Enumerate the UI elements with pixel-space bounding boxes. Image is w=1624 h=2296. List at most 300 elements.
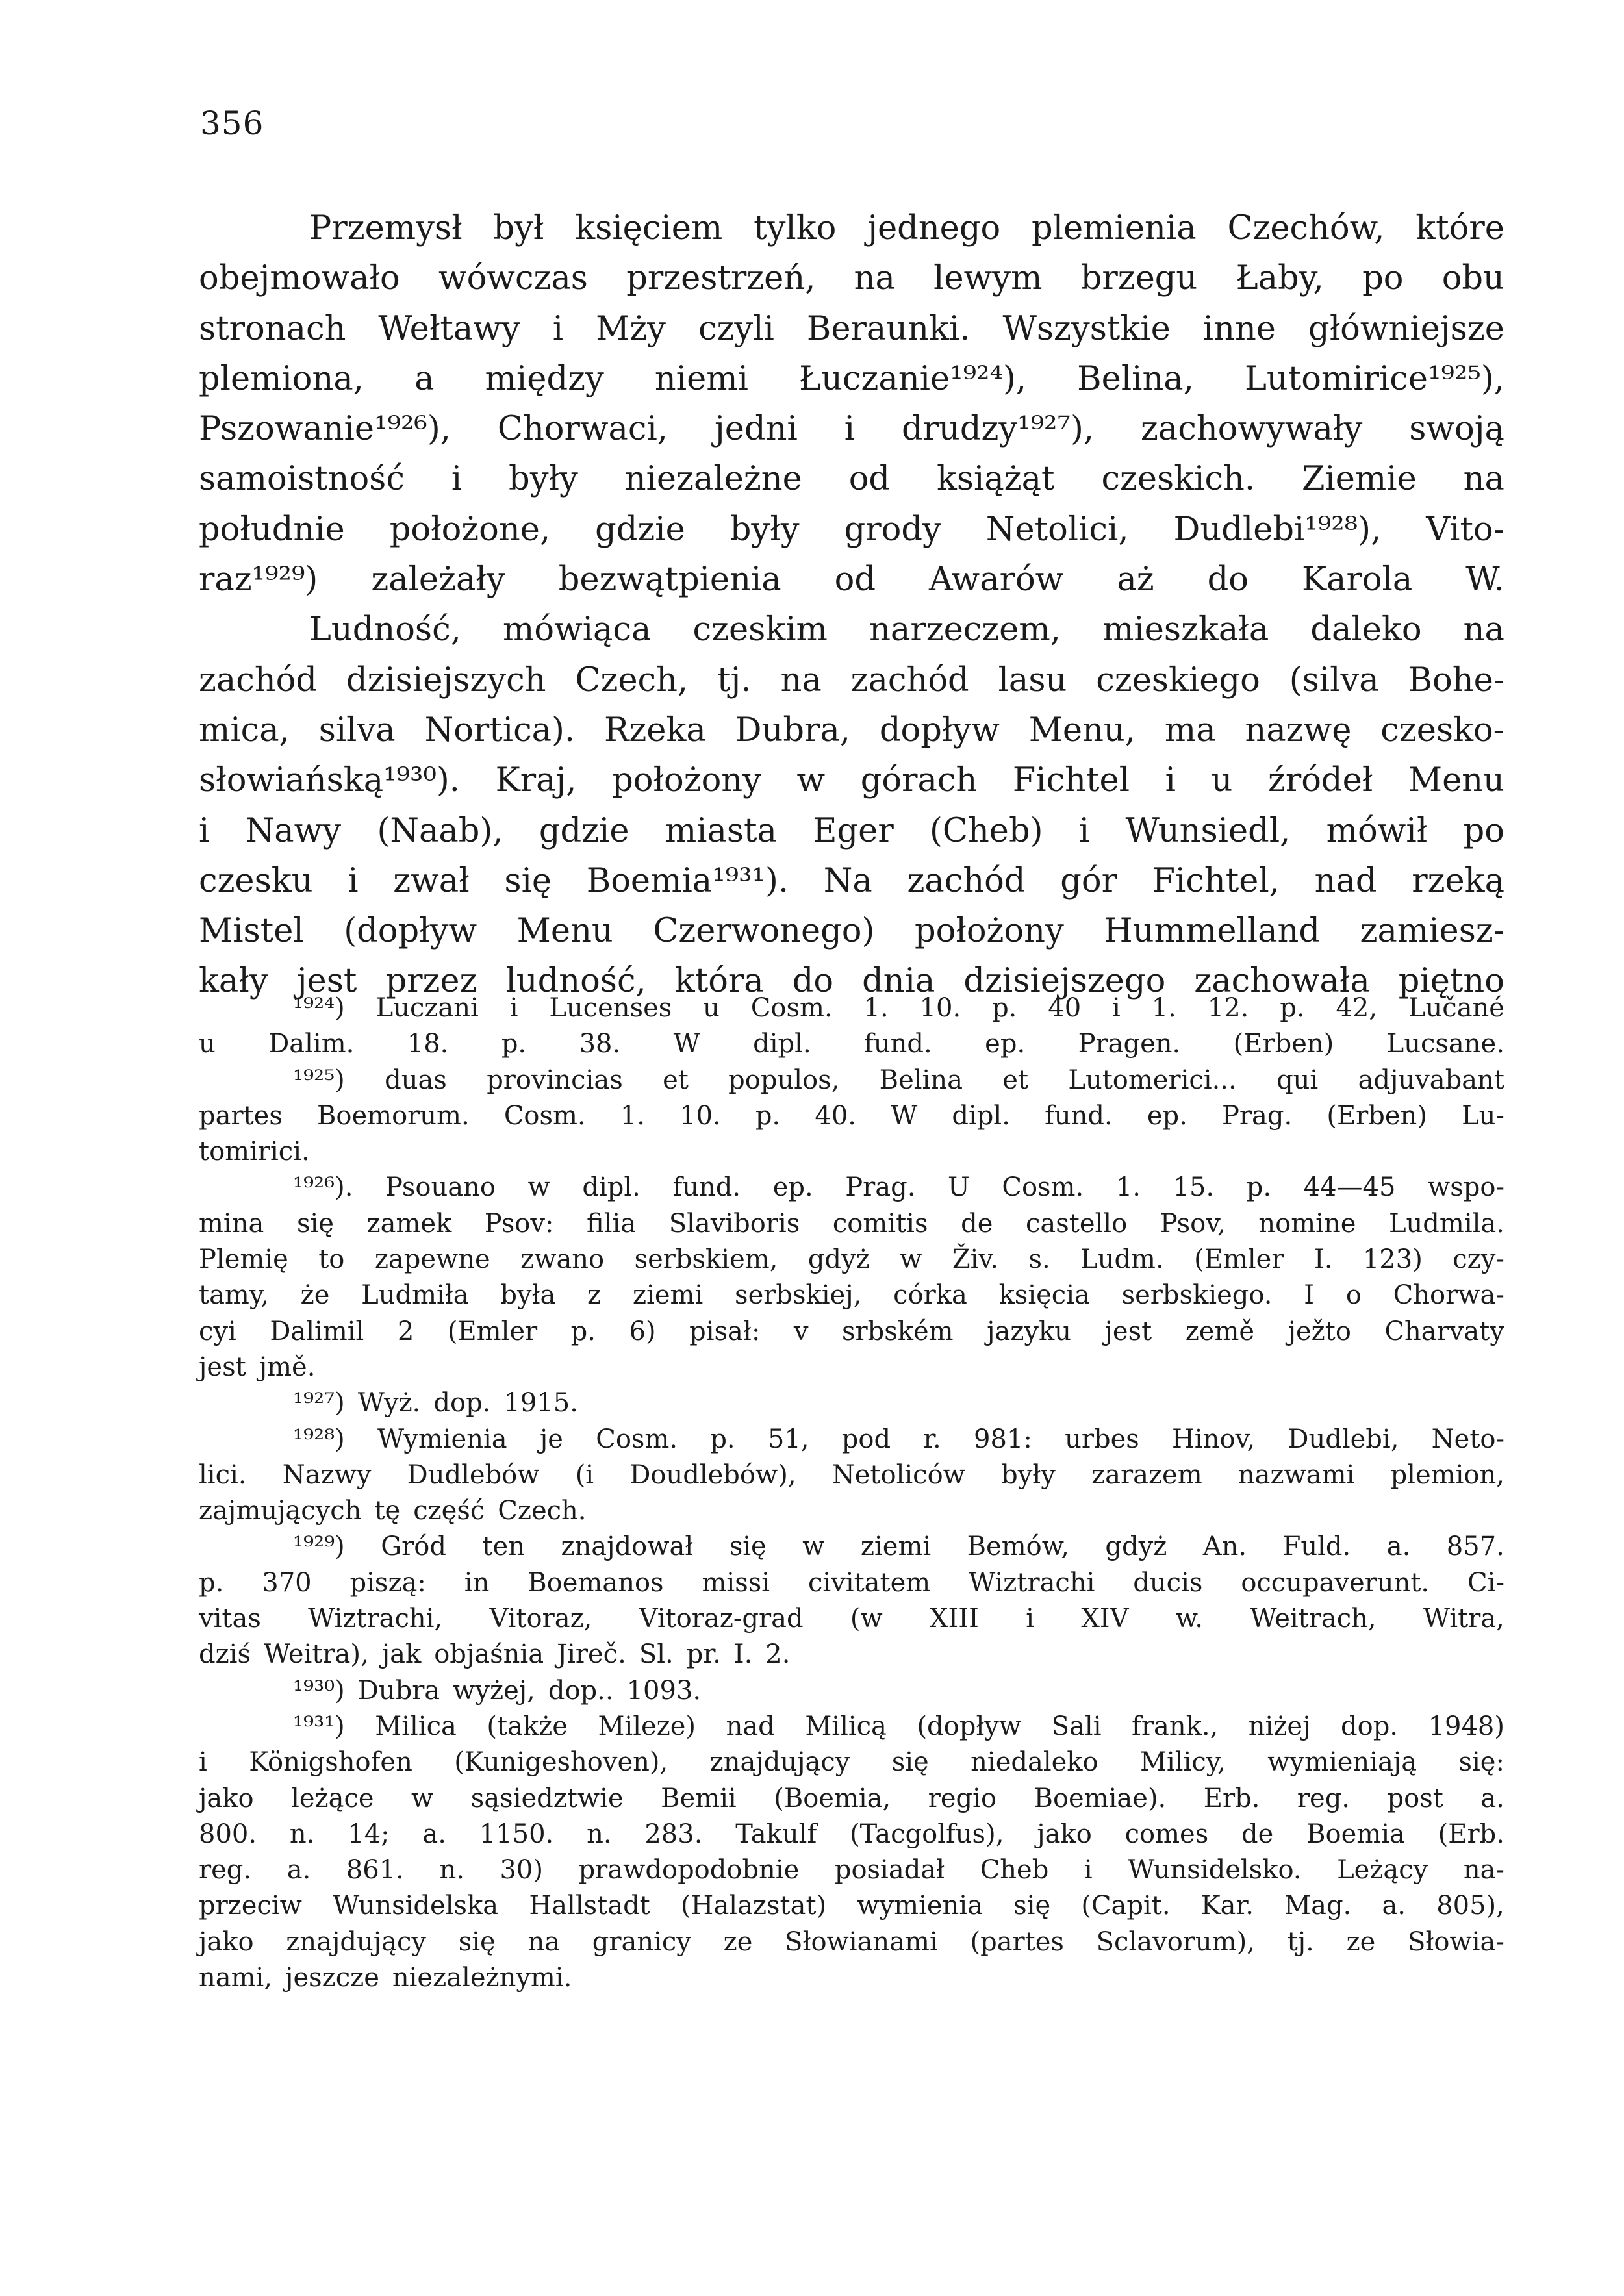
footnote-word: ¹⁹²⁸) <box>293 1424 345 1454</box>
main-word: która <box>674 962 764 1001</box>
footnote-word: Prag. <box>1222 1100 1293 1131</box>
main-word: a <box>414 359 435 398</box>
main-word: mica, <box>199 711 290 750</box>
footnote-word: Lucsane. <box>1386 1029 1504 1059</box>
footnote-word: Cosm. <box>596 1424 678 1454</box>
footnote-word: pisał: <box>689 1316 761 1346</box>
page-number: 356 <box>200 105 264 142</box>
main-word: daleko <box>1310 611 1422 650</box>
footnote-word: Sclavorum), <box>1096 1926 1255 1957</box>
footnote-word: je <box>539 1424 563 1454</box>
footnote-word: jest <box>199 1352 246 1382</box>
footnote-word: wyżej, <box>453 1675 535 1706</box>
main-word: czyli <box>698 309 774 348</box>
main-word: przestrzeń, <box>626 259 816 298</box>
main-word: Menu <box>1408 761 1504 800</box>
footnote-word: fund. <box>1045 1100 1113 1131</box>
main-word: bezwątpienia <box>558 561 781 599</box>
main-word: gdzie <box>539 811 629 850</box>
main-word: Nawy <box>245 811 342 850</box>
footnote-word: (w <box>850 1604 883 1634</box>
footnote-word: Cosm. <box>503 1100 586 1131</box>
footnote-word: Lutomerici... <box>1068 1065 1237 1095</box>
footnote-word: 123) <box>1362 1244 1423 1275</box>
footnote-word: p. <box>992 993 1017 1023</box>
footnote-word: niżej <box>1248 1711 1311 1741</box>
footnote-word: XIII <box>930 1604 979 1634</box>
footnote-word: i <box>509 993 518 1023</box>
main-word: gdzie <box>595 510 685 549</box>
footnote-word: Leżący <box>1337 1855 1428 1886</box>
main-word: położony <box>612 761 761 800</box>
main-line <box>199 404 1504 454</box>
footnote-word: ze <box>1346 1926 1376 1957</box>
footnote-word: nad <box>726 1711 775 1741</box>
footnote-word: castello <box>1025 1208 1128 1239</box>
main-word: zachowywały <box>1141 410 1363 449</box>
footnote-word: 2 <box>397 1316 414 1346</box>
main-word: Przemysł <box>309 209 463 247</box>
footnote-word: i <box>1026 1604 1035 1634</box>
main-word: tj. <box>717 661 752 700</box>
footnote-word: Königshofen <box>249 1747 412 1778</box>
footnote-word: Jireč. <box>557 1639 626 1670</box>
footnote-word: się <box>458 1926 496 1957</box>
footnote-word: post <box>1387 1783 1443 1813</box>
main-word: Hummelland <box>1104 912 1321 951</box>
footnote-word: de <box>961 1208 993 1239</box>
main-word: zamiesz- <box>1360 912 1504 951</box>
main-word: piętno <box>1398 962 1504 1001</box>
main-word: obu <box>1441 259 1504 298</box>
footnote-word: znajdował <box>561 1532 694 1562</box>
main-word: gór <box>1060 861 1117 900</box>
footnote-word: I. <box>733 1639 753 1670</box>
footnote-word: occupaverunt. <box>1241 1567 1430 1598</box>
footnote-line <box>199 1422 1504 1457</box>
footnote-word: o <box>1345 1280 1362 1311</box>
footnote-word: 805), <box>1436 1891 1504 1921</box>
footnote-word: Dudlebów <box>407 1459 540 1490</box>
footnote-word: země <box>1185 1316 1255 1346</box>
main-word: książąt <box>936 460 1055 499</box>
footnote-word: p. <box>570 1316 596 1346</box>
footnote-word: Sl. <box>639 1639 674 1670</box>
footnote-word: Boemiae). <box>1034 1783 1167 1813</box>
footnote-word: n. <box>439 1855 464 1886</box>
footnote-word: 1915. <box>503 1388 578 1419</box>
footnote-word: missi <box>702 1567 770 1598</box>
footnote-word: wymienia <box>857 1891 983 1921</box>
footnote-word: dop. <box>433 1388 491 1419</box>
footnote-word: że <box>300 1280 330 1311</box>
main-word: Czerwonego) <box>653 912 875 951</box>
footnote-word: pod <box>841 1424 891 1454</box>
footnote-word: na <box>527 1926 561 1957</box>
main-word: Dubra, <box>735 711 850 750</box>
footnote-word: i <box>1084 1855 1093 1886</box>
footnote-word: Psov, <box>1160 1208 1226 1239</box>
main-line <box>199 253 1504 303</box>
main-word: po <box>1362 259 1404 298</box>
footnote-word: Weitra), <box>264 1639 369 1670</box>
main-word: na <box>1463 611 1504 650</box>
footnote-word: Plemię <box>199 1244 288 1275</box>
main-word: Nortica). <box>424 711 576 750</box>
footnote-word: cyi <box>199 1316 236 1346</box>
main-word: południe <box>199 510 345 549</box>
footnote-word: filia <box>587 1208 637 1239</box>
footnote-word: Milicy, <box>1140 1747 1226 1778</box>
footnote-word: Boemia <box>1306 1819 1405 1849</box>
footnote-word: Boemorum. <box>317 1100 470 1131</box>
footnote-word: (Erb. <box>1438 1819 1504 1849</box>
footnote-word: w. <box>1175 1604 1204 1634</box>
footnote-word: (dopływ <box>917 1711 1022 1741</box>
main-word: księciem <box>575 209 723 247</box>
footnote-word: nazwami <box>1237 1459 1355 1490</box>
footnote-word: zamek <box>366 1208 452 1239</box>
main-line <box>199 856 1504 906</box>
footnote-word: Ludmiła <box>361 1280 469 1311</box>
footnote-word: Sali <box>1051 1711 1102 1741</box>
footnote-word: Erb. <box>1203 1783 1260 1813</box>
footnote-word: ¹⁹³¹) <box>293 1711 345 1741</box>
footnote-word: duas <box>385 1065 447 1095</box>
footnotes <box>199 990 1504 1996</box>
footnote-word: ten <box>482 1532 525 1562</box>
main-word: Ludność, <box>309 611 461 650</box>
footnote-word: Milica <box>375 1711 457 1741</box>
footnote-word: 283. <box>644 1819 703 1849</box>
main-word: górach <box>860 761 978 800</box>
footnote-word: I. <box>1313 1244 1333 1275</box>
footnote-word: a. <box>1480 1783 1504 1813</box>
main-word: dzisiejszych <box>346 661 546 700</box>
footnote-word: p. <box>199 1567 224 1598</box>
footnote-word: 18. <box>407 1029 449 1059</box>
main-word: mówiąca <box>503 611 652 650</box>
footnote-word: nami, <box>199 1963 273 1993</box>
footnote-word: a. <box>286 1855 311 1886</box>
footnote-word: Živ. <box>952 1244 998 1275</box>
footnote-word: Ludm. <box>1080 1244 1164 1275</box>
footnote-word: Hinov, <box>1172 1424 1256 1454</box>
footnote-word: u <box>199 1029 216 1059</box>
main-word: Czech, <box>575 661 689 700</box>
footnote-word: provincias <box>487 1065 623 1095</box>
main-word: (silva <box>1289 661 1379 700</box>
footnote-word: Psov: <box>484 1208 554 1239</box>
footnote-word: część <box>413 1496 485 1526</box>
footnote-word: dipl. <box>582 1172 641 1203</box>
main-word: Wszystkie <box>1002 309 1171 348</box>
footnote-word: 12. <box>1207 993 1249 1023</box>
main-word: lasu <box>998 661 1067 700</box>
footnote-word: Prag. <box>845 1172 916 1203</box>
main-line <box>199 505 1504 555</box>
footnote-line <box>199 1242 1504 1278</box>
main-line <box>199 354 1504 404</box>
main-word: Lutomirice¹⁹²⁵), <box>1245 359 1504 398</box>
main-line <box>199 555 1504 605</box>
footnote-word: Boemanos <box>527 1567 664 1598</box>
main-word: jednego <box>867 209 1001 247</box>
footnote-word: tamy, <box>199 1280 269 1311</box>
footnote-word: vitas <box>199 1604 261 1634</box>
footnote-word: tę <box>374 1496 401 1526</box>
footnote-word: (Boemia, <box>774 1783 891 1813</box>
footnote-word: Nazwy <box>282 1459 372 1490</box>
footnote-word: Lu- <box>1462 1100 1504 1131</box>
main-word: Kraj, <box>495 761 577 800</box>
footnote-word: Lucenses <box>549 993 672 1023</box>
footnote-word: n. <box>587 1819 612 1849</box>
main-word: Menu, <box>1028 711 1136 750</box>
footnote-word: p. <box>710 1424 735 1454</box>
footnote-word: ¹⁹²⁷) <box>293 1388 345 1419</box>
footnote-word: Czech. <box>498 1496 587 1526</box>
main-word: zachód <box>850 661 969 700</box>
footnote-word: były <box>1001 1459 1056 1490</box>
footnote-word: dop. <box>1341 1711 1399 1741</box>
footnote-word: Slaviboris <box>668 1208 800 1239</box>
footnote-word: reg. <box>199 1855 252 1886</box>
main-word: swoją <box>1409 410 1504 449</box>
footnote-word: zwano <box>520 1244 605 1275</box>
footnote-word: ¹⁹²⁹) <box>293 1532 345 1562</box>
footnote-word: (Tacgolfus), <box>850 1819 1004 1849</box>
footnote-word: fund. <box>672 1172 741 1203</box>
footnote-word: Doudlebów), <box>629 1459 796 1490</box>
footnote-line <box>199 1565 1504 1601</box>
footnote-line <box>199 1852 1504 1888</box>
footnote-word: jak <box>381 1639 422 1670</box>
main-word: Boemia¹⁹³¹). <box>586 861 789 900</box>
main-word: na <box>1463 460 1504 499</box>
footnote-word: pr. <box>686 1639 721 1670</box>
footnote-word: et <box>663 1065 689 1095</box>
footnote-line <box>199 1888 1504 1924</box>
main-word: ludność, <box>505 962 646 1001</box>
main-word: Belina, <box>1077 359 1194 398</box>
footnote-word: gdyż <box>807 1244 870 1275</box>
footnote-word: W <box>891 1100 918 1131</box>
footnote-word: Charvaty <box>1384 1316 1504 1346</box>
main-word: zwał <box>393 861 470 900</box>
footnote-word: a. <box>1382 1891 1406 1921</box>
footnote-word: n. <box>289 1819 315 1849</box>
footnote-word: plemion, <box>1390 1459 1504 1490</box>
main-word: grody <box>844 510 941 549</box>
main-word: Awarów <box>929 561 1064 599</box>
main-word: do <box>1207 561 1249 599</box>
main-word: niezależne <box>624 460 802 499</box>
footnote-word: qui <box>1276 1065 1319 1095</box>
footnote-word: księcia <box>998 1280 1090 1311</box>
footnote-word: ze <box>723 1926 753 1957</box>
main-word: miasta <box>665 811 777 850</box>
main-word: i <box>552 309 564 348</box>
main-word: dzisiejszego <box>963 962 1166 1001</box>
footnote-word: jako <box>1037 1819 1092 1849</box>
footnote-word: jazyku <box>987 1316 1072 1346</box>
footnote-word: jeszcze <box>285 1963 379 1993</box>
main-word: Rzeka <box>604 711 706 750</box>
footnote-word: z <box>587 1280 602 1311</box>
footnote-line <box>199 1457 1504 1493</box>
footnote-word: 861. <box>346 1855 404 1886</box>
footnote-word: znajdujący <box>709 1747 850 1778</box>
footnote-word: leżące <box>291 1783 374 1813</box>
footnote-word: Fuld. <box>1282 1532 1351 1562</box>
footnote-word: i <box>1112 993 1121 1023</box>
footnote-word: Pragen. <box>1078 1029 1181 1059</box>
footnote-word: Belina <box>879 1065 963 1095</box>
footnote-word: w <box>802 1532 825 1562</box>
main-word: położone, <box>389 510 551 549</box>
footnote-word: niezależnymi. <box>392 1963 572 1993</box>
footnote-word: prawdopodobnie <box>578 1855 800 1886</box>
main-word: się <box>504 861 552 900</box>
main-word: Fichtel, <box>1152 861 1280 900</box>
footnote-word: 2. <box>765 1639 791 1670</box>
main-word: zachód <box>199 661 318 700</box>
main-line <box>199 806 1504 856</box>
main-word: były <box>509 460 578 499</box>
footnote-word: civitatem <box>807 1567 931 1598</box>
footnote-word: p. <box>755 1100 781 1131</box>
footnote-word: ¹⁹²⁴) <box>293 993 345 1023</box>
main-word: i <box>348 861 359 900</box>
footnote-word: nomine <box>1258 1208 1356 1239</box>
footnote-word: w <box>900 1244 922 1275</box>
main-line <box>199 605 1504 655</box>
footnote-word: 1. <box>863 993 889 1023</box>
main-word: zależały <box>371 561 505 599</box>
main-word: od <box>834 561 876 599</box>
main-word: raz¹⁹²⁹) <box>199 561 318 599</box>
footnote-word: r. <box>923 1424 941 1454</box>
footnote-word: ¹⁹³⁰) <box>293 1675 345 1706</box>
main-word: źródeł <box>1267 761 1373 800</box>
footnote-word: Dalim. <box>268 1029 355 1059</box>
main-word: Menu <box>516 912 613 951</box>
footnote-word: 800. <box>199 1819 257 1849</box>
footnote-word: (Capit. <box>1081 1891 1171 1921</box>
footnote-line <box>199 1601 1504 1637</box>
main-word: nad <box>1314 861 1377 900</box>
footnote-word: sąsiedztwie <box>470 1783 624 1813</box>
footnote-word: (Erben) <box>1326 1100 1427 1131</box>
footnote-word: się: <box>1458 1747 1504 1778</box>
footnote-word: wymieniają <box>1267 1747 1417 1778</box>
main-word: inne <box>1202 309 1276 348</box>
footnote-word: Kar. <box>1200 1891 1254 1921</box>
footnote-word: regio <box>928 1783 997 1813</box>
main-word: Pszowanie¹⁹²⁶), <box>199 410 451 449</box>
footnote-word: urbes <box>1065 1424 1139 1454</box>
footnote-line <box>199 1170 1504 1205</box>
footnote-word: Wiztrachi <box>969 1567 1095 1598</box>
footnote-word: była <box>500 1280 556 1311</box>
footnote-word: 40. <box>815 1100 856 1131</box>
main-word: narzeczem, <box>869 611 1061 650</box>
footnote-word: 857. <box>1446 1532 1504 1562</box>
footnote-word: populos, <box>728 1065 840 1095</box>
footnote-word: 6) <box>629 1316 656 1346</box>
footnote-word: 10. <box>919 993 961 1023</box>
footnote-line <box>199 1063 1504 1098</box>
main-word: Bohe- <box>1408 661 1504 700</box>
footnote-word: Bemii <box>661 1783 737 1813</box>
footnote-word: serbskiego. <box>1121 1280 1273 1311</box>
footnote-word: ¹⁹²⁵) <box>293 1065 345 1095</box>
footnote-word: W <box>673 1029 700 1059</box>
footnote-word: Takulf <box>735 1819 817 1849</box>
footnote-word: Dalimil <box>270 1316 364 1346</box>
main-word: dopływ <box>879 711 1000 750</box>
footnote-word: (Emler <box>1194 1244 1284 1275</box>
footnote-word: p. <box>501 1029 527 1059</box>
footnote-word: s. <box>1028 1244 1050 1275</box>
main-word: plemiona, <box>199 359 364 398</box>
main-word: plemienia <box>1032 209 1197 247</box>
main-word: czeskich. <box>1101 460 1256 499</box>
footnote-word: tj. <box>1287 1926 1314 1957</box>
footnote-word: Luczani <box>375 993 479 1023</box>
main-word: i <box>451 460 463 499</box>
footnote-word: Dubra <box>357 1675 440 1706</box>
footnote-word: 14; <box>348 1819 390 1849</box>
footnote-word: u <box>703 993 720 1023</box>
footnote-word: 370 <box>262 1567 312 1598</box>
footnote-word: dziś <box>199 1639 251 1670</box>
main-word: Mży <box>596 309 666 348</box>
main-word: zachowała <box>1194 962 1370 1001</box>
main-word: czeskiego <box>1096 661 1260 700</box>
main-word: (dopływ <box>344 912 477 951</box>
footnote-word: (partes <box>970 1926 1064 1957</box>
footnote-word: Hallstadt <box>529 1891 650 1921</box>
main-word: były <box>730 510 800 549</box>
footnote-line <box>199 1745 1504 1780</box>
main-word: Mistel <box>199 912 304 951</box>
footnote-word: zapewne <box>374 1244 490 1275</box>
main-word: Karola <box>1301 561 1413 599</box>
footnote-line <box>199 1314 1504 1350</box>
footnote-word: (Halazstat) <box>680 1891 827 1921</box>
footnote-word: dipl. <box>753 1029 811 1059</box>
footnote-word: Mag. <box>1284 1891 1352 1921</box>
footnote-word: ježto <box>1288 1316 1351 1346</box>
footnote-line <box>199 1026 1504 1062</box>
footnote-word: piszą: <box>349 1567 426 1598</box>
footnote-word: 51, <box>767 1424 809 1454</box>
footnote-word: w <box>411 1783 434 1813</box>
footnote-word: Weitrach, <box>1250 1604 1377 1634</box>
main-word: i <box>844 410 856 449</box>
footnote-word: An. <box>1202 1532 1247 1562</box>
main-word: Łaby, <box>1236 259 1324 298</box>
footnote-word: Mileze) <box>598 1711 696 1741</box>
footnote-word: jako <box>199 1926 254 1957</box>
main-word: (Naab), <box>377 811 503 850</box>
main-word: Fichtel <box>1012 761 1130 800</box>
footnote-line <box>199 1781 1504 1817</box>
main-word: Dudlebi¹⁹²⁸), <box>1173 510 1382 549</box>
main-word: Eger <box>813 811 894 850</box>
